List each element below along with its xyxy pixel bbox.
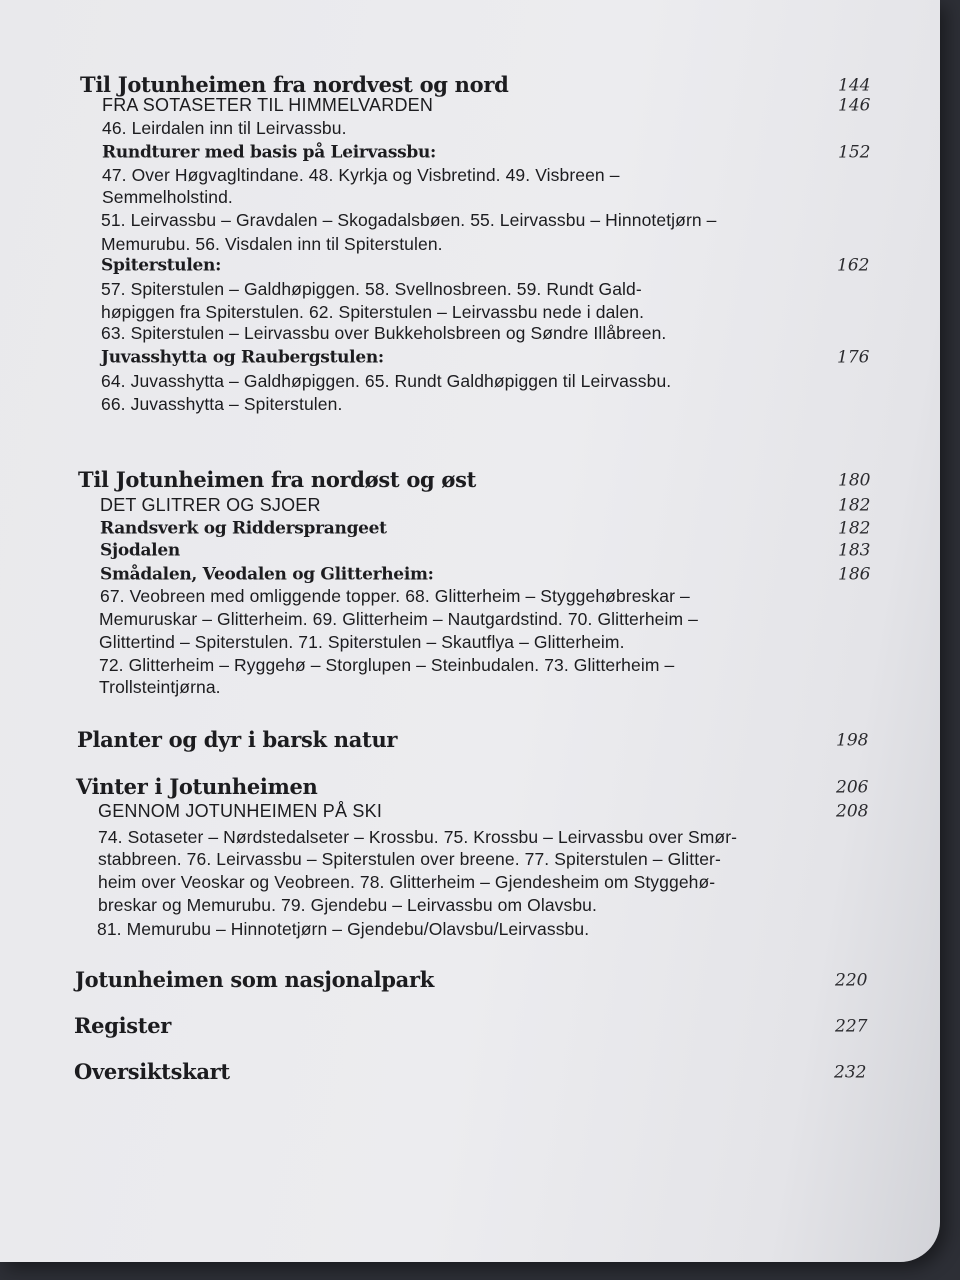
route-line: Memurubu. 56. Visdalen inn til Spiterstulen. [101,233,443,254]
subsection-heading: Randsverk og Riddersprangeet [100,518,387,539]
route-line: breskar og Memurubu. 79. Gjendebu – Leirvassbu om Olavsbu. [98,894,597,915]
entry-page-number: 183 [838,540,871,561]
section-heading: Til Jotunheimen fra nordøst og øst [78,467,477,492]
section-page-number: 180 [838,470,871,491]
section-heading: Jotunheimen som nasjonalpark [75,967,434,992]
subsection-caps-heading: GENNOM JOTUNHEIMEN PÅ SKI [98,800,383,821]
subsection-heading: Juvasshytta og Raubergstulen: [101,347,384,368]
section-page-number: 144 [838,75,871,96]
section-page-number: 198 [836,730,869,751]
route-line: 51. Leirvassbu – Gravdalen – Skogadalsbøen. 55. Leirvassbu – Hinnotetjørn – [101,209,717,230]
route-line: høpiggen fra Spiterstulen. 62. Spiterstulen – Leirvassbu nede i dalen. [101,301,645,322]
section-heading: Vinter i Jotunheimen [76,774,318,799]
route-line: Glittertind – Spiterstulen. 71. Spiterstulen – Skautflya – Glitterheim. [99,631,625,652]
section-heading: Oversiktskart [74,1059,230,1084]
section-page-number: 232 [834,1062,867,1083]
section-page-number: 227 [835,1016,868,1037]
entry-page-number: 176 [837,347,870,368]
entry-page-number: 182 [838,495,871,516]
entry-page-number: 182 [838,518,871,539]
route-line: 57. Spiterstulen – Galdhøpiggen. 58. Svellnosbreen. 59. Rundt Gald- [101,278,642,299]
route-line: Trollsteintjørna. [99,676,221,697]
entry-page-number: 146 [838,95,871,116]
route-line: Semmelholstind. [102,186,233,207]
route-line: 46. Leirdalen inn til Leirvassbu. [102,117,347,138]
section-page-number: 206 [836,777,869,798]
subsection-heading: Smådalen, Veodalen og Glitterheim: [100,564,434,585]
entry-page-number: 208 [836,801,869,822]
entry-page-number: 152 [838,142,871,163]
subsection-heading: Spiterstulen: [101,255,222,276]
route-line: 81. Memurubu – Hinnotetjørn – Gjendebu/Olavsbu/Leirvassbu. [97,918,590,939]
entry-page-number: 186 [838,564,871,585]
route-line: 72. Glitterheim – Ryggehø – Storglupen – Steinbudalen. 73. Glitterheim – [99,654,675,675]
subsection-heading: Rundturer med basis på Leirvassbu: [102,142,436,163]
entry-page-number: 162 [837,255,870,276]
section-heading: Planter og dyr i barsk natur [77,727,398,752]
subsection-heading: Sjodalen [100,540,180,561]
route-line: 47. Over Høgvagltindane. 48. Kyrkja og Visbretind. 49. Visbreen – [102,164,620,185]
route-line: 63. Spiterstulen – Leirvassbu over Bukkeholsbreen og Søndre Illåbreen. [101,322,667,343]
section-heading: Register [74,1013,172,1038]
route-line: 74. Sotaseter – Nørdstedalseter – Krossbu. 75. Krossbu – Leirvassbu over Smør- [98,826,738,847]
route-line: 66. Juvasshytta – Spiterstulen. [101,393,343,414]
route-line: Memuruskar – Glitterheim. 69. Glitterheim – Nautgardstind. 70. Glitterheim – [99,608,698,629]
route-line: heim over Veoskar og Veobreen. 78. Glitterheim – Gjendesheim om Styggehø- [98,871,716,892]
route-line: stabbreen. 76. Leirvassbu – Spiterstulen over breene. 77. Spiterstulen – Glitter- [98,848,721,869]
route-line: 64. Juvasshytta – Galdhøpiggen. 65. Rundt Galdhøpiggen til Leirvassbu. [101,370,672,391]
section-page-number: 220 [835,970,868,991]
section-heading: Til Jotunheimen fra nordvest og nord [80,72,509,97]
subsection-caps-heading: FRA SOTASETER TIL HIMMELVARDEN [102,94,434,115]
subsection-caps-heading: DET GLITRER OG SJOER [100,494,321,515]
route-line: 67. Veobreen med omliggende topper. 68. Glitterheim – Styggehøbreskar – [100,585,690,606]
